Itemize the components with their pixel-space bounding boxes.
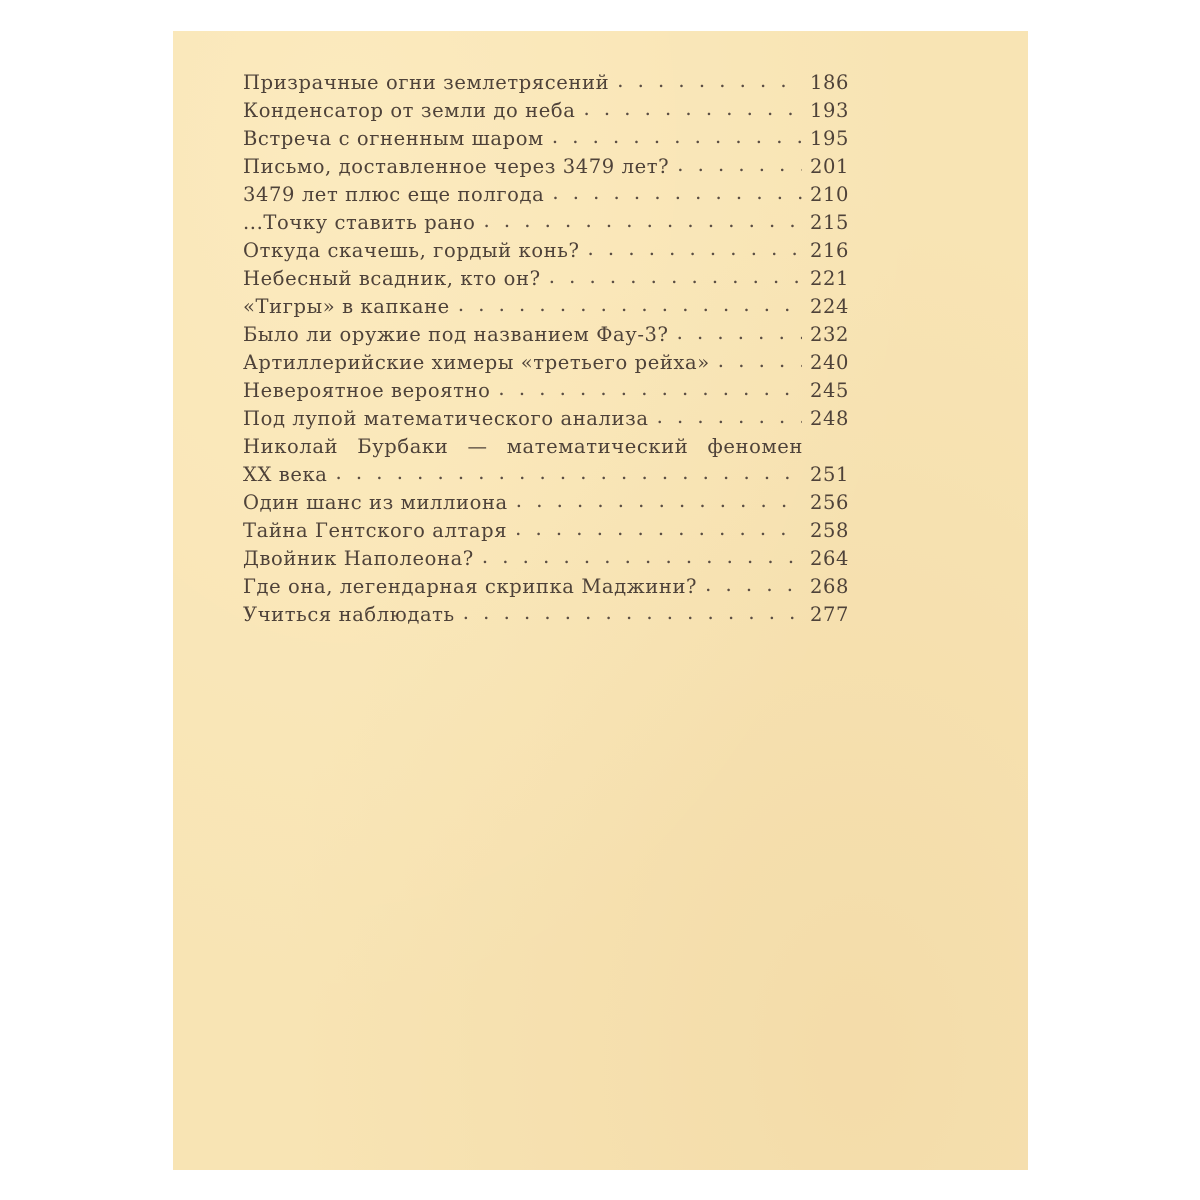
- dot-leader: [482, 543, 802, 571]
- toc-entry-word: Бурбаки: [357, 435, 449, 458]
- toc-entry-page: 195: [809, 127, 849, 150]
- toc-entry-title: Призрачные огни землетрясений: [243, 71, 610, 94]
- toc-entry: [243, 97, 849, 125]
- dot-leader: [552, 179, 802, 207]
- dot-leader: [583, 95, 802, 123]
- toc-entry-title: Встреча с огненным шаром: [243, 127, 544, 150]
- toc-entry: [243, 153, 849, 181]
- toc-entry-word: —: [467, 435, 488, 458]
- book-page: [173, 31, 1028, 1170]
- toc-entry: [243, 377, 849, 405]
- toc-entry: [243, 461, 849, 489]
- toc-entry-title: 3479 лет плюс еще полгода: [243, 183, 545, 206]
- toc-entry: [243, 545, 849, 573]
- toc-entry-page: 186: [809, 71, 849, 94]
- toc-entry-title: Письмо, доставленное через 3479 лет?: [243, 155, 670, 178]
- toc-entry-page: 216: [809, 239, 849, 262]
- dot-leader: [677, 319, 802, 347]
- toc-entry-page: 268: [809, 575, 849, 598]
- toc-entry-title: Откуда скачешь, гордый конь?: [243, 239, 580, 262]
- toc-entry-page: 210: [809, 183, 849, 206]
- dot-leader: [588, 235, 802, 263]
- toc-entry-title: Двойник Наполеона?: [243, 547, 474, 570]
- toc-entry-title: Тайна Гентского алтаря: [243, 519, 508, 542]
- toc-entry-page: 277: [809, 603, 849, 626]
- toc-entry: [243, 321, 849, 349]
- toc-entry-title: Небесный всадник, кто он?: [243, 267, 541, 290]
- toc-entry: [243, 405, 849, 433]
- toc-entry: [243, 265, 849, 293]
- toc-entry: [243, 601, 849, 629]
- dot-leader: [498, 375, 802, 403]
- toc-entry: [243, 573, 849, 601]
- toc-entry-page: 193: [809, 99, 849, 122]
- dot-leader: [458, 291, 802, 319]
- toc-entry-title: Было ли оружие под названием Фау-3?: [243, 323, 669, 346]
- toc-entry: [243, 69, 849, 97]
- dot-leader: [617, 67, 802, 95]
- toc-entry-page: 240: [809, 351, 849, 374]
- toc-entry-title: «Тигры» в капкане: [243, 295, 450, 318]
- toc-entry: [243, 349, 849, 377]
- toc-entry-page: 256: [809, 491, 849, 514]
- toc-entry: [243, 237, 849, 265]
- dot-leader: [718, 347, 802, 375]
- dot-leader: [552, 123, 802, 151]
- dot-leader: [515, 515, 802, 543]
- toc-entry-first-line: [243, 433, 803, 461]
- toc-entry-page: 224: [809, 295, 849, 318]
- toc-entry: [243, 489, 849, 517]
- toc-entry-title: Артиллерийские химеры «третьего рейха»: [243, 351, 710, 374]
- toc-entry: [243, 517, 849, 545]
- toc-entry-page: 248: [809, 407, 849, 430]
- toc-entry-title: XX века: [243, 463, 328, 486]
- toc-entry-page: 245: [809, 379, 849, 402]
- toc-entry-word: Николай: [243, 435, 339, 458]
- toc-entry-page: 264: [809, 547, 849, 570]
- toc-entry-title: Учиться наблюдать: [243, 603, 455, 626]
- dot-leader: [657, 403, 802, 431]
- toc-entry-title: Конденсатор от земли до неба: [243, 99, 576, 122]
- toc-entry-page: 215: [809, 211, 849, 234]
- toc-entry-page: 251: [809, 463, 849, 486]
- toc-entry-page: 258: [809, 519, 849, 542]
- toc-entry-title: Один шанс из миллиона: [243, 491, 508, 514]
- dot-leader: [336, 459, 802, 487]
- dot-leader: [705, 571, 802, 599]
- dot-leader: [549, 263, 802, 291]
- toc-entry: [243, 125, 849, 153]
- dot-leader: [463, 599, 802, 627]
- toc-entry: [243, 293, 849, 321]
- dot-leader: [516, 487, 802, 515]
- toc-entry: [243, 209, 849, 237]
- toc-entry-page: 221: [809, 267, 849, 290]
- toc-entry: [243, 181, 849, 209]
- dot-leader: [677, 151, 802, 179]
- toc-entry-page: 201: [809, 155, 849, 178]
- toc-entry-title: Под лупой математического анализа: [243, 407, 649, 430]
- toc-entry-word: математический: [506, 435, 689, 458]
- toc-entry-word: феномен: [707, 435, 803, 458]
- toc-entry-page: 232: [809, 323, 849, 346]
- dot-leader: [483, 207, 802, 235]
- table-of-contents: [243, 69, 849, 629]
- toc-entry-title: ...Точку ставить рано: [243, 211, 476, 234]
- toc-entry-title: Где она, легендарная скрипка Маджини?: [243, 575, 698, 598]
- toc-entry-title: Невероятное вероятно: [243, 379, 491, 402]
